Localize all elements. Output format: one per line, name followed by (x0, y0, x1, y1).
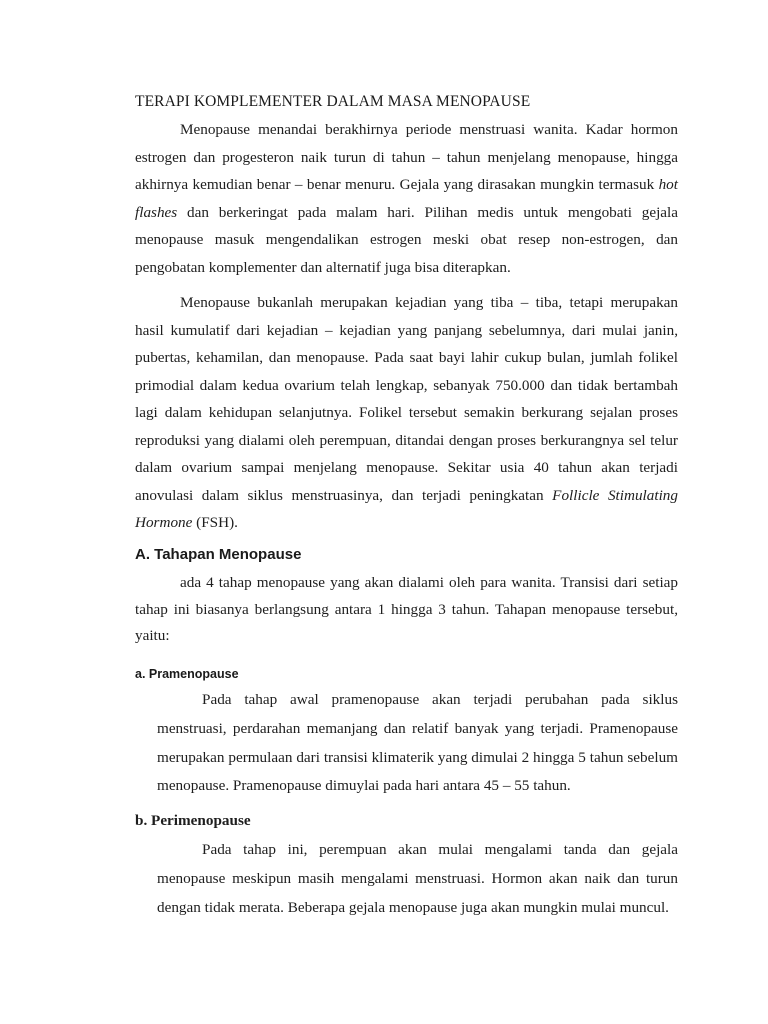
paragraph-process-text-1: Menopause bukanlah merupakan kejadian yang tiba – tiba, tetapi merupakan hasil kumulatif dari kejadian – kejadian yang panjang sebelumnya, dari mulai janin, pubertas, kehamilan, dan menopause. Pada saat bayi lahir cukup bulan, jumlah folikel primodial dalam kedua ovarium telah lengkap, sebanyak 750.000 dan tidak bertambah lagi dalam kehidupan selanjutnya. Folikel tersebut semakin berkurang sejalan proses reproduksi yang dialami oleh perempuan, ditandai dengan proses berkurangnya sel telur dalam ovarium sampai menjelang menopause. Sekitar usia 40 tahun akan terjadi anovulasi dalam siklus menstruasinya, dan terjadi peningkatan (135, 294, 678, 504)
paragraph-intro (135, 116, 678, 281)
section-intro-paragraph: ada 4 tahap menopause yang akan dialami oleh para wanita. Transisi dari setiap tahap ini biasanya berlangsung antara 1 hingga 3 tahun. Tahapan menopause tersebut, yaitu: (135, 574, 678, 644)
paragraph-menopause-process (135, 289, 678, 537)
paragraph-intro-text-2: dan berkeringat pada malam hari. Pilihan medis untuk mengobati gejala menopause masuk mengendalikan estrogen meski obat resep non-estrogen, dan pengobatan komplementer dan alternatif juga bisa diterapkan. (135, 203, 678, 276)
subsection-heading-pramenopause: a. Pramenopause (135, 667, 239, 681)
subsection-perimenopause-text: Pada tahap ini, perempuan akan mulai mengalami tanda dan gejala menopause meskipun masih mengalami menstruasi. Hormon akan naik dan turun dengan tidak merata. Beberapa gejala menopause juga akan mungkin mulai muncul. (157, 841, 678, 916)
paragraph-intro-italic: hot flashes (135, 176, 678, 221)
section-heading-tahapan: A. Tahapan Menopause (135, 546, 302, 563)
paragraph-intro-text-1: Menopause menandai berakhirnya periode menstruasi wanita. Kadar hormon estrogen dan progesteron naik turun di tahun – tahun menjelang menopause, hingga akhirnya kemudian benar – benar menuru. Gejala yang dirasakan mungkin termasuk (135, 121, 678, 193)
paragraph-process-italic: Follicle Stimulating Hormone (135, 486, 678, 531)
subsection-heading-perimenopause: b. Perimenopause (135, 812, 251, 829)
paragraph-process-text-2: (FSH). (192, 514, 238, 531)
document-title: TERAPI KOMPLEMENTER DALAM MASA MENOPAUSE (135, 93, 531, 110)
subsection-pramenopause-text: Pada tahap awal pramenopause akan terjadi perubahan pada siklus menstruasi, perdarahan memanjang dan relatif banyak yang terjadi. Pramenopause merupakan permulaan dari transisi klimaterik yang dimulai 2 hingga 5 tahun sebelum menopause. Pramenopause dimuylai pada hari antara 45 – 55 tahun. (157, 691, 678, 795)
